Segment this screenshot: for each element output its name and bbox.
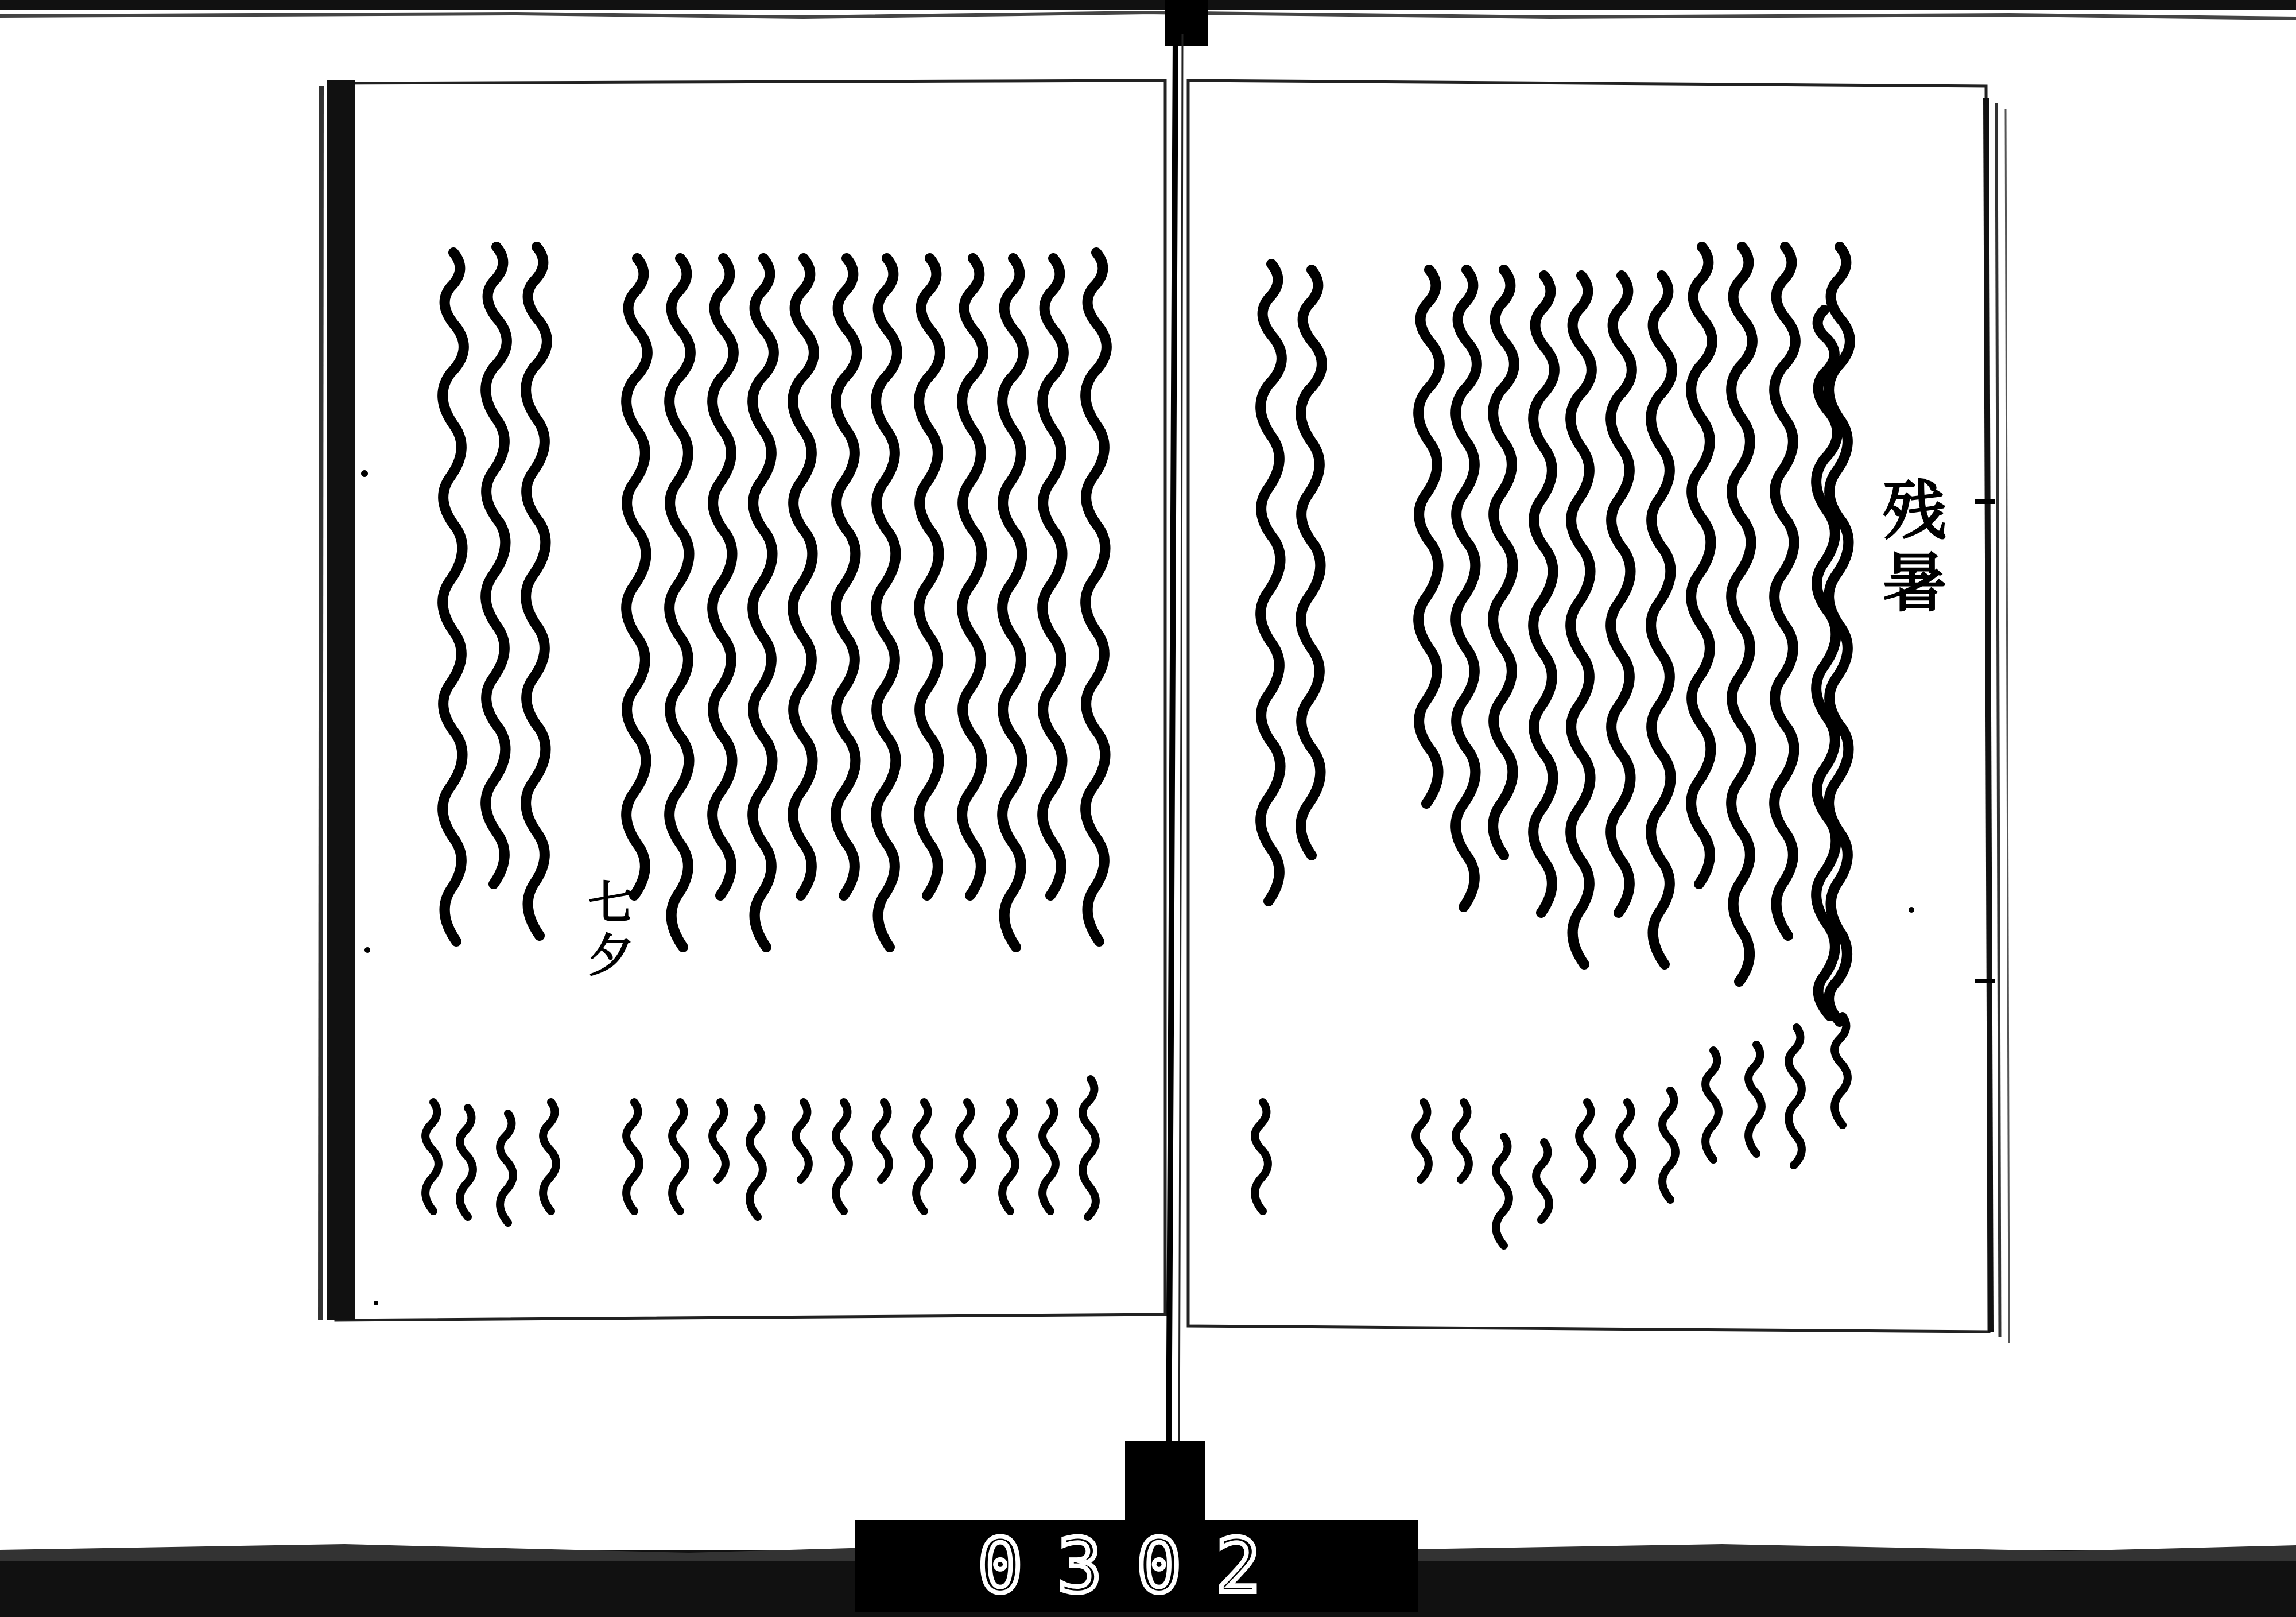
section-heading: 七夕 [580, 878, 634, 984]
frame-number-label: 0302 [978, 1522, 1296, 1610]
section-heading: 残暑 [1872, 476, 1947, 621]
